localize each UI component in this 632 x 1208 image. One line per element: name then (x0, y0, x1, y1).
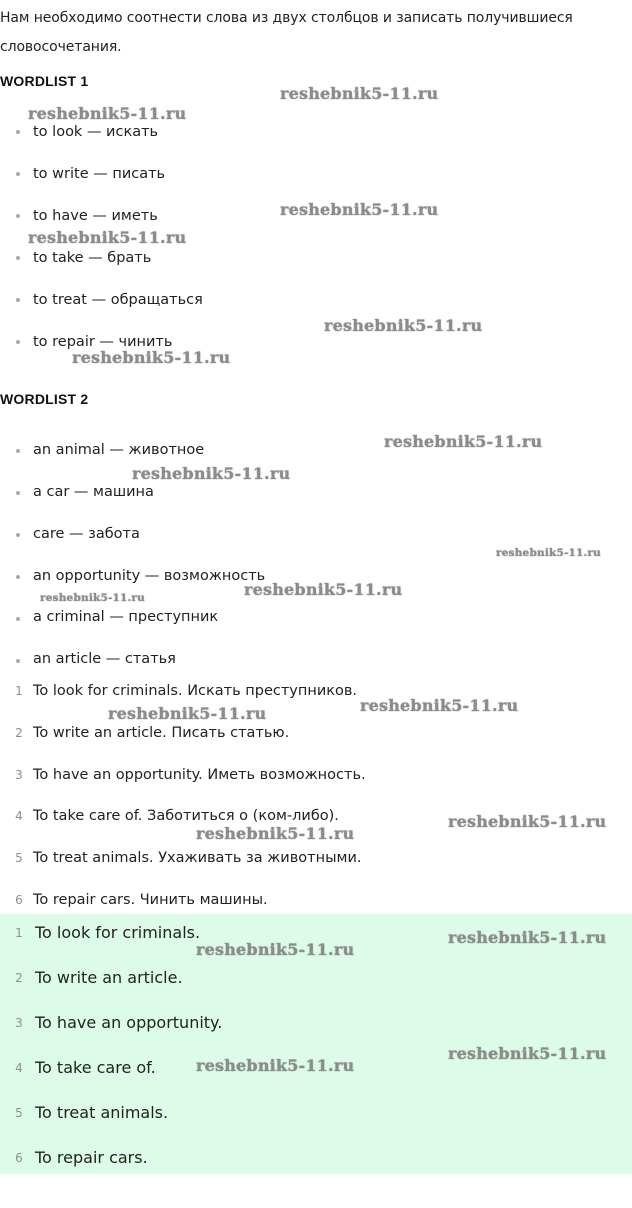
watermark: reshebnik5-11.ru (448, 928, 607, 947)
item-number: 6 (15, 893, 23, 907)
watermark: reshebnik5-11.ru (244, 580, 403, 599)
answer-text: To write an article. (35, 968, 183, 987)
item-number: 4 (15, 809, 23, 823)
item-text: To look for criminals. Искать преступников. (33, 683, 358, 699)
watermark: reshebnik5-11.ru (448, 812, 607, 831)
watermark: reshebnik5-11.ru (196, 940, 355, 959)
bullet-icon (16, 617, 20, 621)
wordlist1-heading: WORDLIST 1 (0, 73, 89, 89)
answer-number: 2 (15, 971, 23, 985)
watermark: reshebnik5-11.ru (384, 432, 543, 451)
item-number: 3 (15, 768, 23, 782)
watermark: reshebnik5-11.ru (496, 547, 601, 559)
answer-number: 4 (15, 1061, 23, 1075)
watermark: reshebnik5-11.ru (132, 464, 291, 483)
list-item-text: to have — иметь (33, 208, 158, 224)
list-item-text: to take — брать (33, 250, 152, 266)
watermark: reshebnik5-11.ru (360, 696, 519, 715)
list-item-text: an opportunity — возможность (33, 568, 266, 584)
item-text: To have an opportunity. Иметь возможность. (33, 767, 366, 783)
watermark: reshebnik5-11.ru (448, 1044, 607, 1063)
watermark: reshebnik5-11.ru (280, 200, 439, 219)
watermark: reshebnik5-11.ru (28, 104, 187, 123)
bullet-icon (16, 659, 20, 663)
answer-number: 1 (15, 926, 23, 940)
answer-text: To have an opportunity. (35, 1013, 223, 1032)
answer-number: 6 (15, 1151, 23, 1165)
watermark: reshebnik5-11.ru (196, 824, 355, 843)
list-item-text: to look — искать (33, 124, 159, 140)
answer-text: To look for criminals. (35, 923, 201, 942)
list-item-text: an article — статья (33, 651, 176, 667)
item-number: 2 (15, 726, 23, 740)
list-item-text: care — забота (33, 526, 140, 542)
answer-text: To take care of. (35, 1058, 156, 1077)
bullet-icon (16, 491, 20, 495)
item-number: 1 (15, 684, 23, 698)
watermark: reshebnik5-11.ru (280, 84, 439, 103)
wordlist2-heading: WORDLIST 2 (0, 391, 89, 407)
watermark: reshebnik5-11.ru (324, 316, 483, 335)
answer-text: To treat animals. (35, 1103, 169, 1122)
watermark: reshebnik5-11.ru (28, 228, 187, 247)
watermark: reshebnik5-11.ru (196, 1056, 355, 1075)
bullet-icon (16, 449, 20, 453)
list-item-text: to write — писать (33, 166, 166, 182)
list-item-text: an animal — животное (33, 442, 205, 458)
list-item-text: a car — машина (33, 484, 154, 500)
answer-text: To repair cars. (35, 1148, 148, 1167)
watermark: reshebnik5-11.ru (72, 348, 231, 367)
item-text: To treat animals. Ухаживать за животными. (33, 850, 362, 866)
item-text: To write an article. Писать статью. (33, 725, 290, 741)
bullet-icon (16, 533, 20, 537)
answer-number: 5 (15, 1106, 23, 1120)
list-item-text: to treat — обращаться (33, 292, 203, 308)
list-item-text: to repair — чинить (33, 334, 173, 350)
list-item-text: a criminal — преступник (33, 609, 219, 625)
intro-text: Нам необходимо соотнести слова из двух столбцов и записать получившиеся словосочетания. (0, 10, 573, 55)
item-number: 5 (15, 851, 23, 865)
item-text: To repair cars. Чинить машины. (33, 892, 268, 908)
watermark: reshebnik5-11.ru (108, 704, 267, 723)
answer-number: 3 (15, 1016, 23, 1030)
item-text: To take care of. Заботиться о (ком-либо). (33, 808, 339, 824)
watermark: reshebnik5-11.ru (40, 592, 145, 604)
bullet-icon (16, 575, 20, 579)
